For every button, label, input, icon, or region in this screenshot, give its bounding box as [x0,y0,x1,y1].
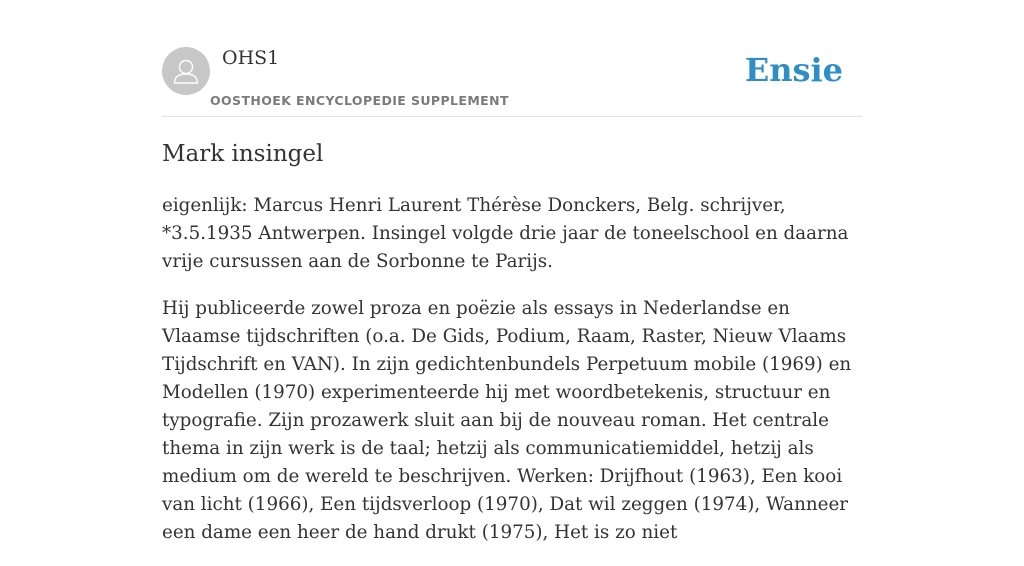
article-title: Mark insingel [162,141,324,167]
article-paragraph: eigenlijk: Marcus Henri Laurent Thérèse Donckers, Belg. schrijver, *3.5.1935 Antwerpen. Insingel volgde drie jaar de toneelschool en daarna vrije cursussen aan de Sorbonne te Parijs. [162,195,849,272]
source-header [162,46,862,117]
user-silhouette-icon [162,47,210,95]
ensie-logo-link[interactable]: Ensie [744,51,843,89]
source-avatar[interactable] [162,47,210,95]
source-name[interactable]: OHS1 [222,47,280,69]
source-subtitle[interactable]: OOSTHOEK ENCYCLOPEDIE SUPPLEMENT [210,93,509,108]
article-paragraph: Hij publiceerde zowel proza en poëzie als essays in Nederlandse en Vlaamse tijdschriften (o.a. De Gids, Podium, Raam, Raster, Nieuw Vlaams Tijdschrift en VAN). In zijn gedichtenbundels Perpetuum mobile (1969) en Modellen (1970) experimenteerde hij met woordbetekenis, structuur en typografie. Zijn prozawerk sluit aan bij de nouveau roman. Het centrale thema in zijn werk is de taal; hetzij als communicatiemiddel, hetzij als medium om de wereld te beschrijven. Werken: Drijfhout (1963), Een kooi van licht (1966), Een tijdsverloop (1970), Dat wil zeggen (1974), Wanneer een dame een heer de hand drukt (1975), Het is zo niet [162,298,852,543]
article-body [162,192,866,566]
